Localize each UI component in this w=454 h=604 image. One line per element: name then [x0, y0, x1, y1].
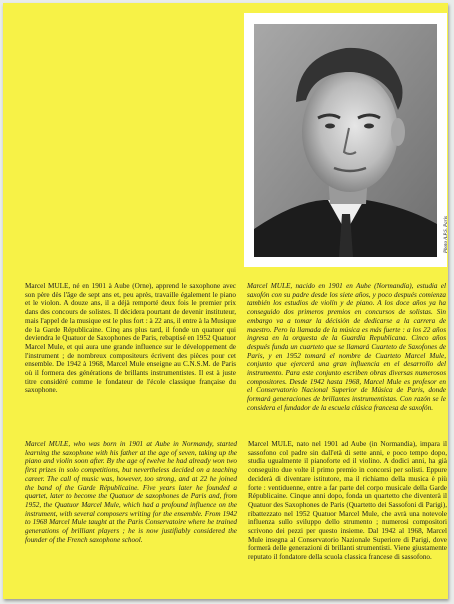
italian-biography: Marcel MULE, nato nel 1901 ad Aube (in Normandia), impara il sassofono col padre sin dall'età di sette anni, e poco tempo dopo, studia ugualmente il pianoforte ed il violino. A dodici anni, ha già conseguito due volte il primo premio in concorsi per solisti. Eppure deciderà di diventare istitutore, ma il richiamo della musica è più forte : ventiduenne, entre a far parte del corpo musicale della Garde Républicaine. Cinque anni dopo, fonda un quartetto che diventerà il Quatuor des Saxophones de Paris (Quartetto dei Sassofoni di Parigi), ribattezzato nel 1952 Quatuor Marcel Mule, che avrà una notevole influenza sullo sviluppo dello strumento ; numerosi compositori scrivono dei pezzi per questo insieme. Dal 1942 al 1968, Marcel Mule insegna al Conservatorio Nazionale Superiore di Parigi, dove formerà delle generazioni di brillanti strumentisti. Viene giustamente reputato il fondatore della scuola classica francese di sassofono. — [248, 440, 447, 562]
spanish-biography: Marcel MULE, nacido en 1901 en Aube (Normandía), estudia el saxofón con su padre desde los siete años, y poco después comienza también los estudios de violín y de piano. A los doce años ya ha conseguido dos primeros premios en concursos de solistas. Sin embargo va a tomar la décisión de dedicarse a la carrera de maestro. Pero la llamada de la música es más fuerte : a los 22 años ingresa en la orquesta de la Guardia Republicana. Cinco años después funda un cuarteto que se llamará Cuarteto de Saxofones de Paris, y en 1952 tomará el nombre de Cuarteto Marcel Mule, conjunto que ejercerá una gran influencia en el desarrollo del instrumento. Para este conjunto escriben obras diversas numerosos compositores. Desde 1942 hasta 1968, Marcel Mule es profesor en el Conservatorio Nacional Superior de Música de Paris, donde formará generaciones de brillantes instrumentistas. Con razón se le considera el fundador de la escuela clásica francesa de saxofón. — [247, 282, 446, 412]
portrait-photo — [254, 24, 437, 257]
photo-credit: Photo A.P.S. Paris — [444, 216, 449, 253]
booklet-page — [3, 3, 448, 599]
photo-frame — [244, 13, 447, 267]
english-biography: Marcel MULE, who was born in 1901 at Aube in Normandy, started learning the saxophone with his father at the age of seven, taking up the piano and violin soon after. By the age of twelve he had already won two first prizes in solo competitions, but nevertheless decided on a teaching career. The call of music was, however, too strong, and at 22 he joined the band of the Garde Républicaine. Five years later he founded a quartet, later to become the Quatuor de saxophones de Paris and, from 1952, the Quatuor Marcel Mule, which had a profound influence on the instrument, with several composers writing for the ensemble. From 1942 to 1968 Marcel Mule taught at the Paris Conservatoire where he trained generations of brilliant players ; he is now justifiably considered the founder of the French saxophone school. — [25, 440, 237, 544]
french-biography: Marcel MULE, né en 1901 à Aube (Orne), apprend le saxophone avec son père dès l'âge de sept ans et, peu après, travaille également le piano et le violon. A douze ans, il a déjà remporté deux fois le premier prix dans des concours de solistes. Il décidera pourtant de devenir instituteur, mais l'appel de la musique est le plus fort : à 22 ans, il entre à la Musique de la Garde Républicaine. Cinq ans plus tard, il fonde un quatuor qui deviendra le Quatuor de Saxophones de Paris, rebaptisé en 1952 Quatuor Marcel Mule, et qui aura une grande influence sur le développement de l'instrument ; de nombreux compositeurs écrivent des pièces pour cet ensemble. De 1942 à 1968, Marcel Mule enseigne au C.N.S.M. de Paris où il formera des générations de brillants instrumentistes. Il est à juste titre considéré comme le fondateur de l'école classique française du saxophone. — [25, 282, 236, 395]
portrait-image — [254, 24, 437, 257]
